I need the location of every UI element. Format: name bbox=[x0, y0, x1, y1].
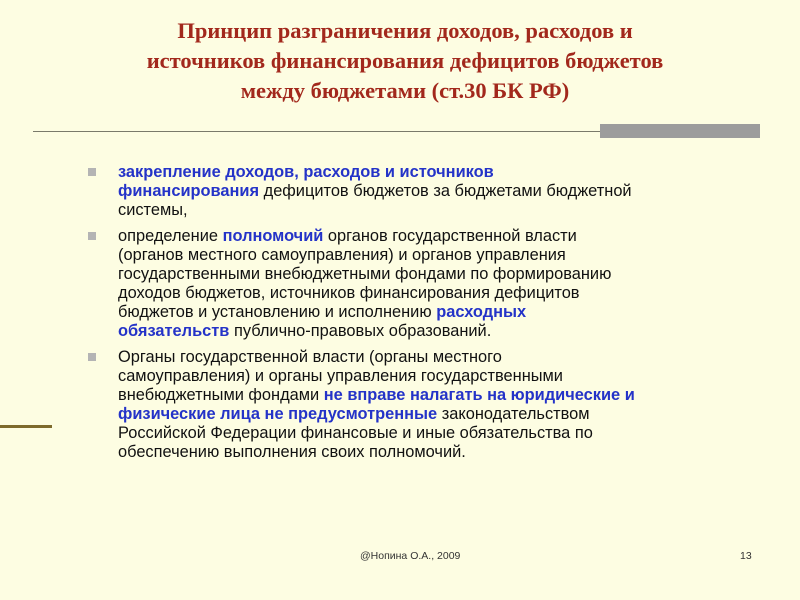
bullet-list bbox=[88, 163, 768, 469]
slide-title-line: источников финансирования дефицитов бюджетов bbox=[146, 48, 664, 73]
footer-author: @Нопина О.А., 2009 bbox=[360, 550, 461, 562]
bullet-text-line bbox=[118, 322, 768, 341]
body-text: доходов бюджетов, источников финансирования дефицитов bbox=[118, 284, 580, 302]
bullet-text-line bbox=[118, 386, 768, 405]
body-text: определение bbox=[118, 227, 223, 245]
bullet-text-line bbox=[118, 303, 768, 322]
body-text: публично-правовых образований. bbox=[229, 322, 492, 340]
bullet-text-line bbox=[118, 284, 768, 303]
body-text: системы, bbox=[118, 201, 188, 219]
highlighted-text: физические лица не предусмотренные bbox=[118, 405, 438, 423]
body-text: бюджетов и установлению и исполнению bbox=[118, 303, 437, 321]
body-text: самоуправления) и органы управления государственными bbox=[118, 367, 563, 385]
body-text: (органов местного самоуправления) и органов управления bbox=[118, 246, 566, 264]
title-divider-bar bbox=[600, 124, 760, 138]
bullet-square-icon bbox=[88, 168, 96, 176]
body-text: Органы государственной власти (органы местного bbox=[118, 348, 502, 366]
bullet-text-line bbox=[118, 246, 768, 265]
slide-title-line: между бюджетами (ст.30 БК РФ) bbox=[240, 78, 570, 103]
body-text: органов государственной власти bbox=[323, 227, 577, 245]
bullet-item bbox=[88, 163, 768, 220]
bullet-text-line bbox=[118, 201, 768, 220]
bullet-text-line bbox=[118, 163, 768, 182]
bullet-square-icon bbox=[88, 353, 96, 361]
bullet-square-icon bbox=[88, 232, 96, 240]
bullet-text-line bbox=[118, 424, 768, 443]
highlighted-text: финансирования bbox=[118, 182, 260, 200]
bullet-item bbox=[88, 227, 768, 341]
highlighted-text: расходных bbox=[436, 303, 527, 321]
bullet-text-line bbox=[118, 182, 768, 201]
body-text: дефицитов бюджетов за бюджетами бюджетной bbox=[259, 182, 632, 200]
bullet-text-line bbox=[118, 348, 768, 367]
bullet-text-line bbox=[118, 443, 768, 462]
highlighted-text: не вправе налагать на юридические и bbox=[323, 386, 635, 404]
highlighted-text: обязательств bbox=[118, 322, 230, 340]
body-text: законодательством bbox=[437, 405, 590, 423]
body-text: внебюджетными фондами bbox=[118, 386, 324, 404]
body-text: Российской Федерации финансовые и иные обязательства по bbox=[118, 424, 593, 442]
bullet-text-line bbox=[118, 367, 768, 386]
bullet-text-line bbox=[118, 227, 768, 246]
bullet-text-line bbox=[118, 405, 768, 424]
body-text: обеспечению выполнения своих полномочий. bbox=[118, 443, 466, 461]
highlighted-text: полномочий bbox=[222, 227, 324, 245]
bullet-text-line bbox=[118, 265, 768, 284]
title-divider-line bbox=[33, 131, 600, 132]
left-decoration-bar bbox=[0, 132, 52, 428]
slide-title bbox=[60, 16, 750, 106]
slide-title-line: Принцип разграничения доходов, расходов и bbox=[177, 18, 633, 43]
highlighted-text: закрепление доходов, расходов и источников bbox=[118, 163, 494, 181]
bullet-item bbox=[88, 348, 768, 462]
slide-number: 13 bbox=[740, 550, 752, 562]
body-text: государственными внебюджетными фондами по формированию bbox=[118, 265, 612, 283]
